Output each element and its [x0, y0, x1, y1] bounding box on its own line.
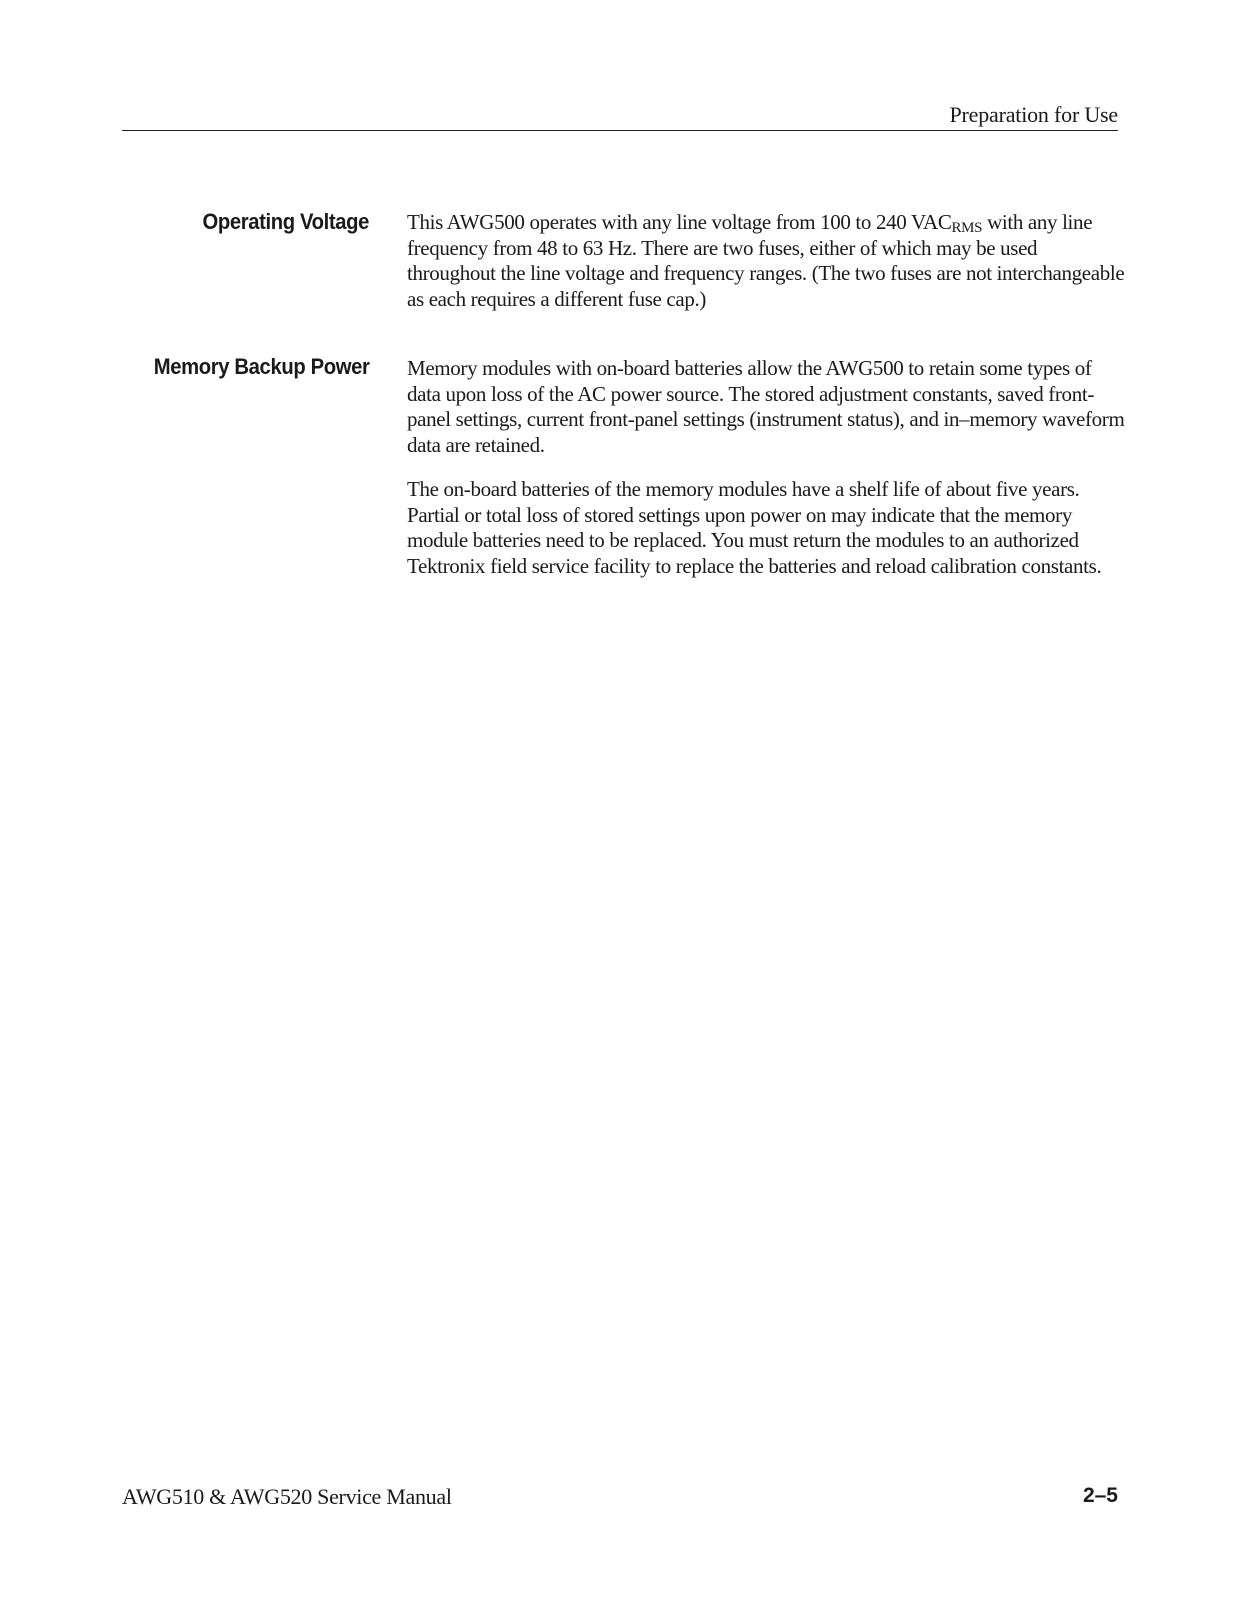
heading-memory-backup-power: Memory Backup Power [153, 354, 369, 379]
rms-subscript: RMS [951, 220, 983, 236]
footer-manual-title: AWG510 & AWG520 Service Manual [122, 1484, 452, 1509]
operating-voltage-text-start: This AWG500 operates with any line voltage from 100 to 240 VAC [407, 210, 952, 234]
running-header [122, 100, 1118, 131]
paragraph-memory-backup-1: Memory modules with on-board batteries allow the AWG500 to retain some types of data upon loss of the AC power source. The stored adjustment constants, saved front-panel settings, current front-panel settings (instrument status), and in–memory waveform data are retained. [407, 356, 1125, 457]
footer-page-number: 2–5 [1082, 1484, 1118, 1507]
paragraph-memory-backup-2: The on-board batteries of the memory modules have a shelf life of about five years. Partial or total loss of stored settings upon power on may indicate that the memory module batteries need to be replaced. You must return the modules to an authorized Tektronix field service facility to replace the batteries and reload calibration constants. [407, 477, 1102, 578]
paragraph-operating-voltage [407, 210, 1125, 312]
running-header-title: Preparation for Use [949, 102, 1118, 127]
operating-voltage-text-end: with any line frequency from 48 to 63 Hz. There are two fuses, either of which may be used throughout the line voltage and frequency ranges. (The two fuses are not interchangeable as each requires a different fuse cap.) [407, 210, 1125, 311]
heading-operating-voltage: Operating Voltage [202, 209, 369, 234]
